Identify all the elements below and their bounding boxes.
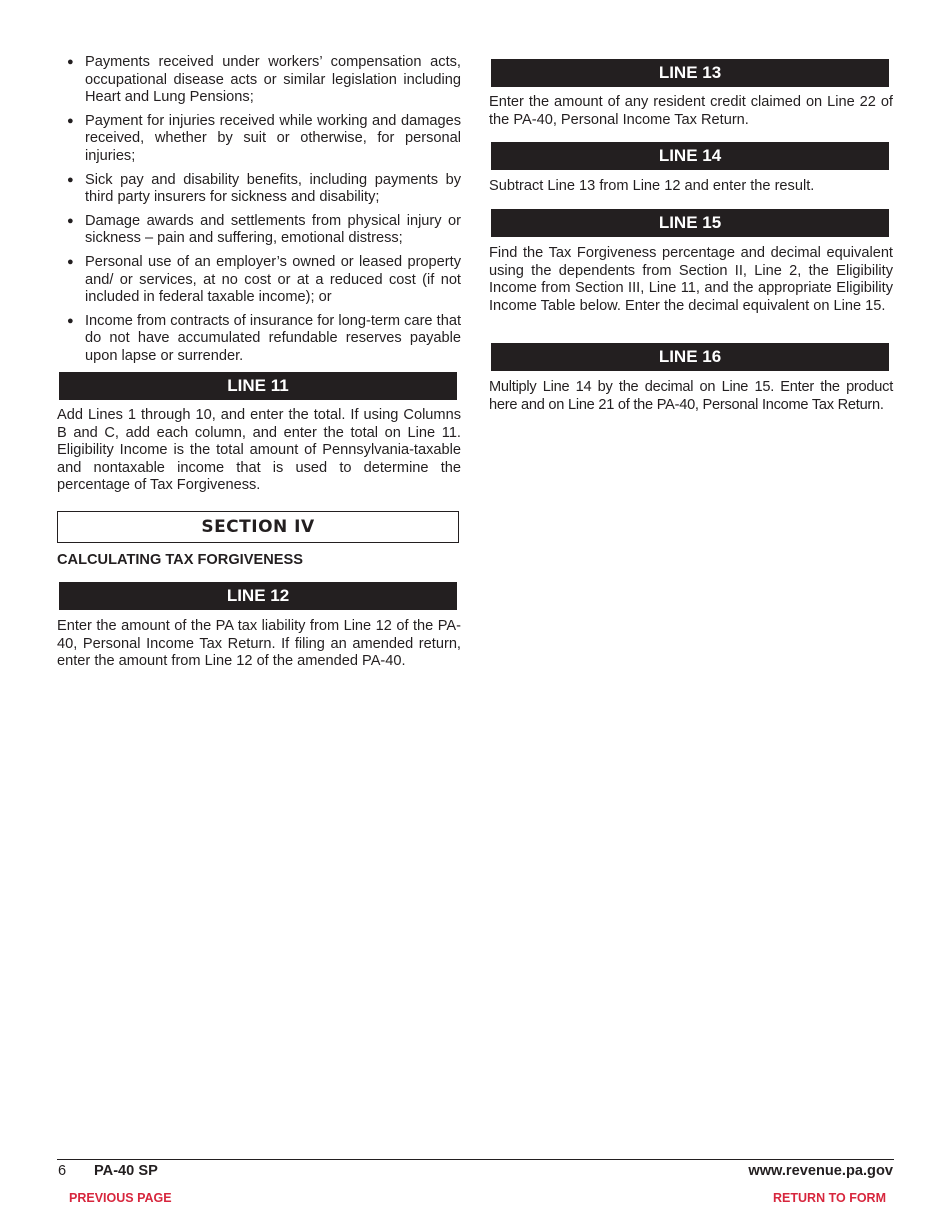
bullet-icon: ● (67, 255, 74, 268)
list-item: ● Personal use of an employer’s owned or leased property and/ or services, at no cost or at a reduced cost (if not included in federal taxable income); or (67, 253, 461, 306)
line-14-heading: LINE 14 (491, 142, 889, 170)
section-iv-heading: SECTION IV (57, 511, 459, 543)
footer-divider (57, 1159, 894, 1160)
line-15-text: Find the Tax Forgiveness percentage and decimal equivalent using the dependents from Section II, Line 2, the Eligibility Income from Section III, Line 11, and the appropriate Eligibility Income Table below. Enter the decimal equivalent on Line 15. (489, 245, 893, 314)
list-item: ● Sick pay and disability benefits, including payments by third party insurers for sickness and disability; (67, 171, 461, 206)
list-item: ● Income from contracts of insurance for long-term care that do not have accumulated refundable reserves payable upon lapse or surrender. (67, 312, 461, 364)
line-16-text: Multiply Line 14 by the decimal on Line 15. Enter the product here and on Line 21 of the PA-40, Personal Income Tax Return. (489, 379, 893, 413)
list-item: ● Payment for injuries received while working and damages received, whether by suit or otherwise, for personal injuries; (67, 112, 461, 164)
line-12-heading: LINE 12 (59, 582, 457, 610)
list-item: ● Payments received under workers’ compensation acts, occupational disease acts or similar legislation including Heart and Lung Pensions; (67, 54, 461, 106)
list-item: ● Damage awards and settlements from physical injury or sickness – pain and suffering, emotional distress; (67, 212, 461, 247)
bullet-icon: ● (67, 114, 74, 127)
section-iv-subheading: CALCULATING TAX FORGIVENESS (57, 552, 303, 568)
line-11-text: Add Lines 1 through 10, and enter the total. If using Columns B and C, add each column, and enter the total on Line 11. Eligibility Income is the total amount of Pennsylvania-taxable and nontaxable income that is used to determine the percentage of Tax Forgiveness. (57, 407, 461, 494)
line-13-text: Enter the amount of any resident credit claimed on Line 22 of the PA-40, Personal Income Tax Return. (489, 94, 893, 128)
line-15-heading: LINE 15 (491, 209, 889, 237)
line-16-heading: LINE 16 (491, 343, 889, 371)
website-url: www.revenue.pa.gov (748, 1163, 893, 1179)
bullet-icon: ● (67, 56, 74, 68)
form-name: PA-40 SP (94, 1163, 158, 1179)
line-13-heading: LINE 13 (491, 59, 889, 87)
line-11-heading: LINE 11 (59, 372, 457, 400)
previous-page-link[interactable]: PREVIOUS PAGE (69, 1191, 172, 1205)
bullet-icon: ● (67, 173, 74, 186)
line-12-text: Enter the amount of the PA tax liability from Line 12 of the PA-40, Personal Income Tax Return. If filing an amended return, enter the amount from Line 12 of the amended PA-40. (57, 618, 461, 670)
bullet-icon: ● (67, 214, 74, 227)
income-bullet-list (57, 54, 461, 372)
line-14-text: Subtract Line 13 from Line 12 and enter the result. (489, 178, 815, 194)
page-number: 6 (58, 1163, 67, 1179)
bullet-icon: ● (67, 314, 74, 327)
return-to-form-link[interactable]: RETURN TO FORM (773, 1191, 886, 1205)
